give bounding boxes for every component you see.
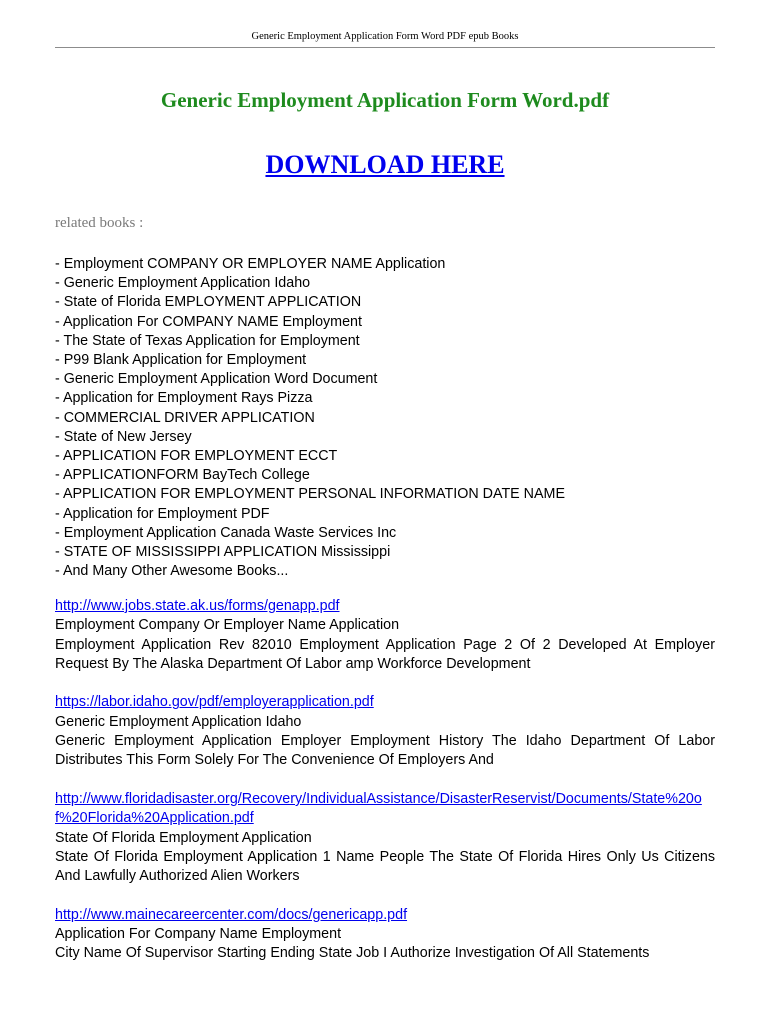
document-title: Generic Employment Application Form Word.pdf [160,88,610,112]
related-book-item: - State of New Jersey [55,428,192,445]
download-section [0,150,770,180]
entry-title: Employment Company Or Employer Name Application [55,617,400,634]
related-book-item: - State of Florida EMPLOYMENT APPLICATION [55,294,362,311]
related-book-item: - STATE OF MISSISSIPPI APPLICATION Mississippi [55,544,391,561]
source-link[interactable]: https://labor.idaho.gov/pdf/employerapplication.pdf [55,694,374,711]
source-entries [55,597,715,983]
source-link[interactable]: http://www.floridadisaster.org/Recovery/IndividualAssistance/DisasterReservist/Documents/State%20of%20Florida%20Application.pdf [55,790,702,827]
related-book-item: - Application for Employment Rays Pizza [55,390,313,407]
related-book-item: - Employment COMPANY OR EMPLOYER NAME Application [55,256,446,272]
related-book-item: - APPLICATION FOR EMPLOYMENT PERSONAL INFORMATION DATE NAME [55,486,565,503]
related-book-item: - Application For COMPANY NAME Employment [55,313,362,330]
source-link[interactable]: http://www.jobs.state.ak.us/forms/genapp.pdf [55,598,340,614]
entry-title: Generic Employment Application Idaho [55,713,302,730]
header-divider [55,47,715,48]
related-book-item: - Generic Employment Application Word Document [55,371,378,388]
entry-description: City Name Of Supervisor Starting Ending State Job I Authorize Investigation Of All Statements [55,945,650,962]
related-book-item: - Employment Application Canada Waste Services Inc [55,524,397,541]
source-entry [55,597,715,674]
download-link[interactable]: DOWNLOAD HERE [265,150,505,179]
entry-title: Application For Company Name Employment [55,926,342,943]
source-entry [55,906,715,964]
related-books-label: related books : [55,215,144,231]
source-link[interactable]: http://www.mainecareercenter.com/docs/genericapp.pdf [55,906,408,923]
source-entry [55,790,715,886]
related-book-item: - Generic Employment Application Idaho [55,275,311,292]
source-entry [55,693,715,770]
related-book-item: - The State of Texas Application for Employment [55,332,360,349]
entry-description: Generic Employment Application Employer Employment History The Idaho Department Of Labor Distributes This Form Solely For The Convenience Of Employers And [55,733,715,769]
entry-description: State Of Florida Employment Application 1 Name People The State Of Florida Hires Only Us Citizens And Lawfully Authorized Alien Workers [55,848,715,885]
related-book-item: - APPLICATION FOR EMPLOYMENT ECCT [55,448,338,465]
related-book-item: - And Many Other Awesome Books... [55,563,289,580]
related-book-item: - P99 Blank Application for Employment [55,352,307,369]
related-book-item: - Application for Employment PDF [55,505,270,522]
related-book-item: - APPLICATIONFORM BayTech College [55,467,310,484]
related-book-item: - COMMERCIAL DRIVER APPLICATION [55,409,315,426]
entry-title: State Of Florida Employment Application [55,829,312,846]
entry-description: Employment Application Rev 82010 Employment Application Page 2 Of 2 Developed At Employer Request By The Alaska Department Of Labor amp Workforce Development [55,636,715,672]
related-books-list [55,255,565,581]
running-header: Generic Employment Application Form Word PDF epub Books [251,31,519,42]
